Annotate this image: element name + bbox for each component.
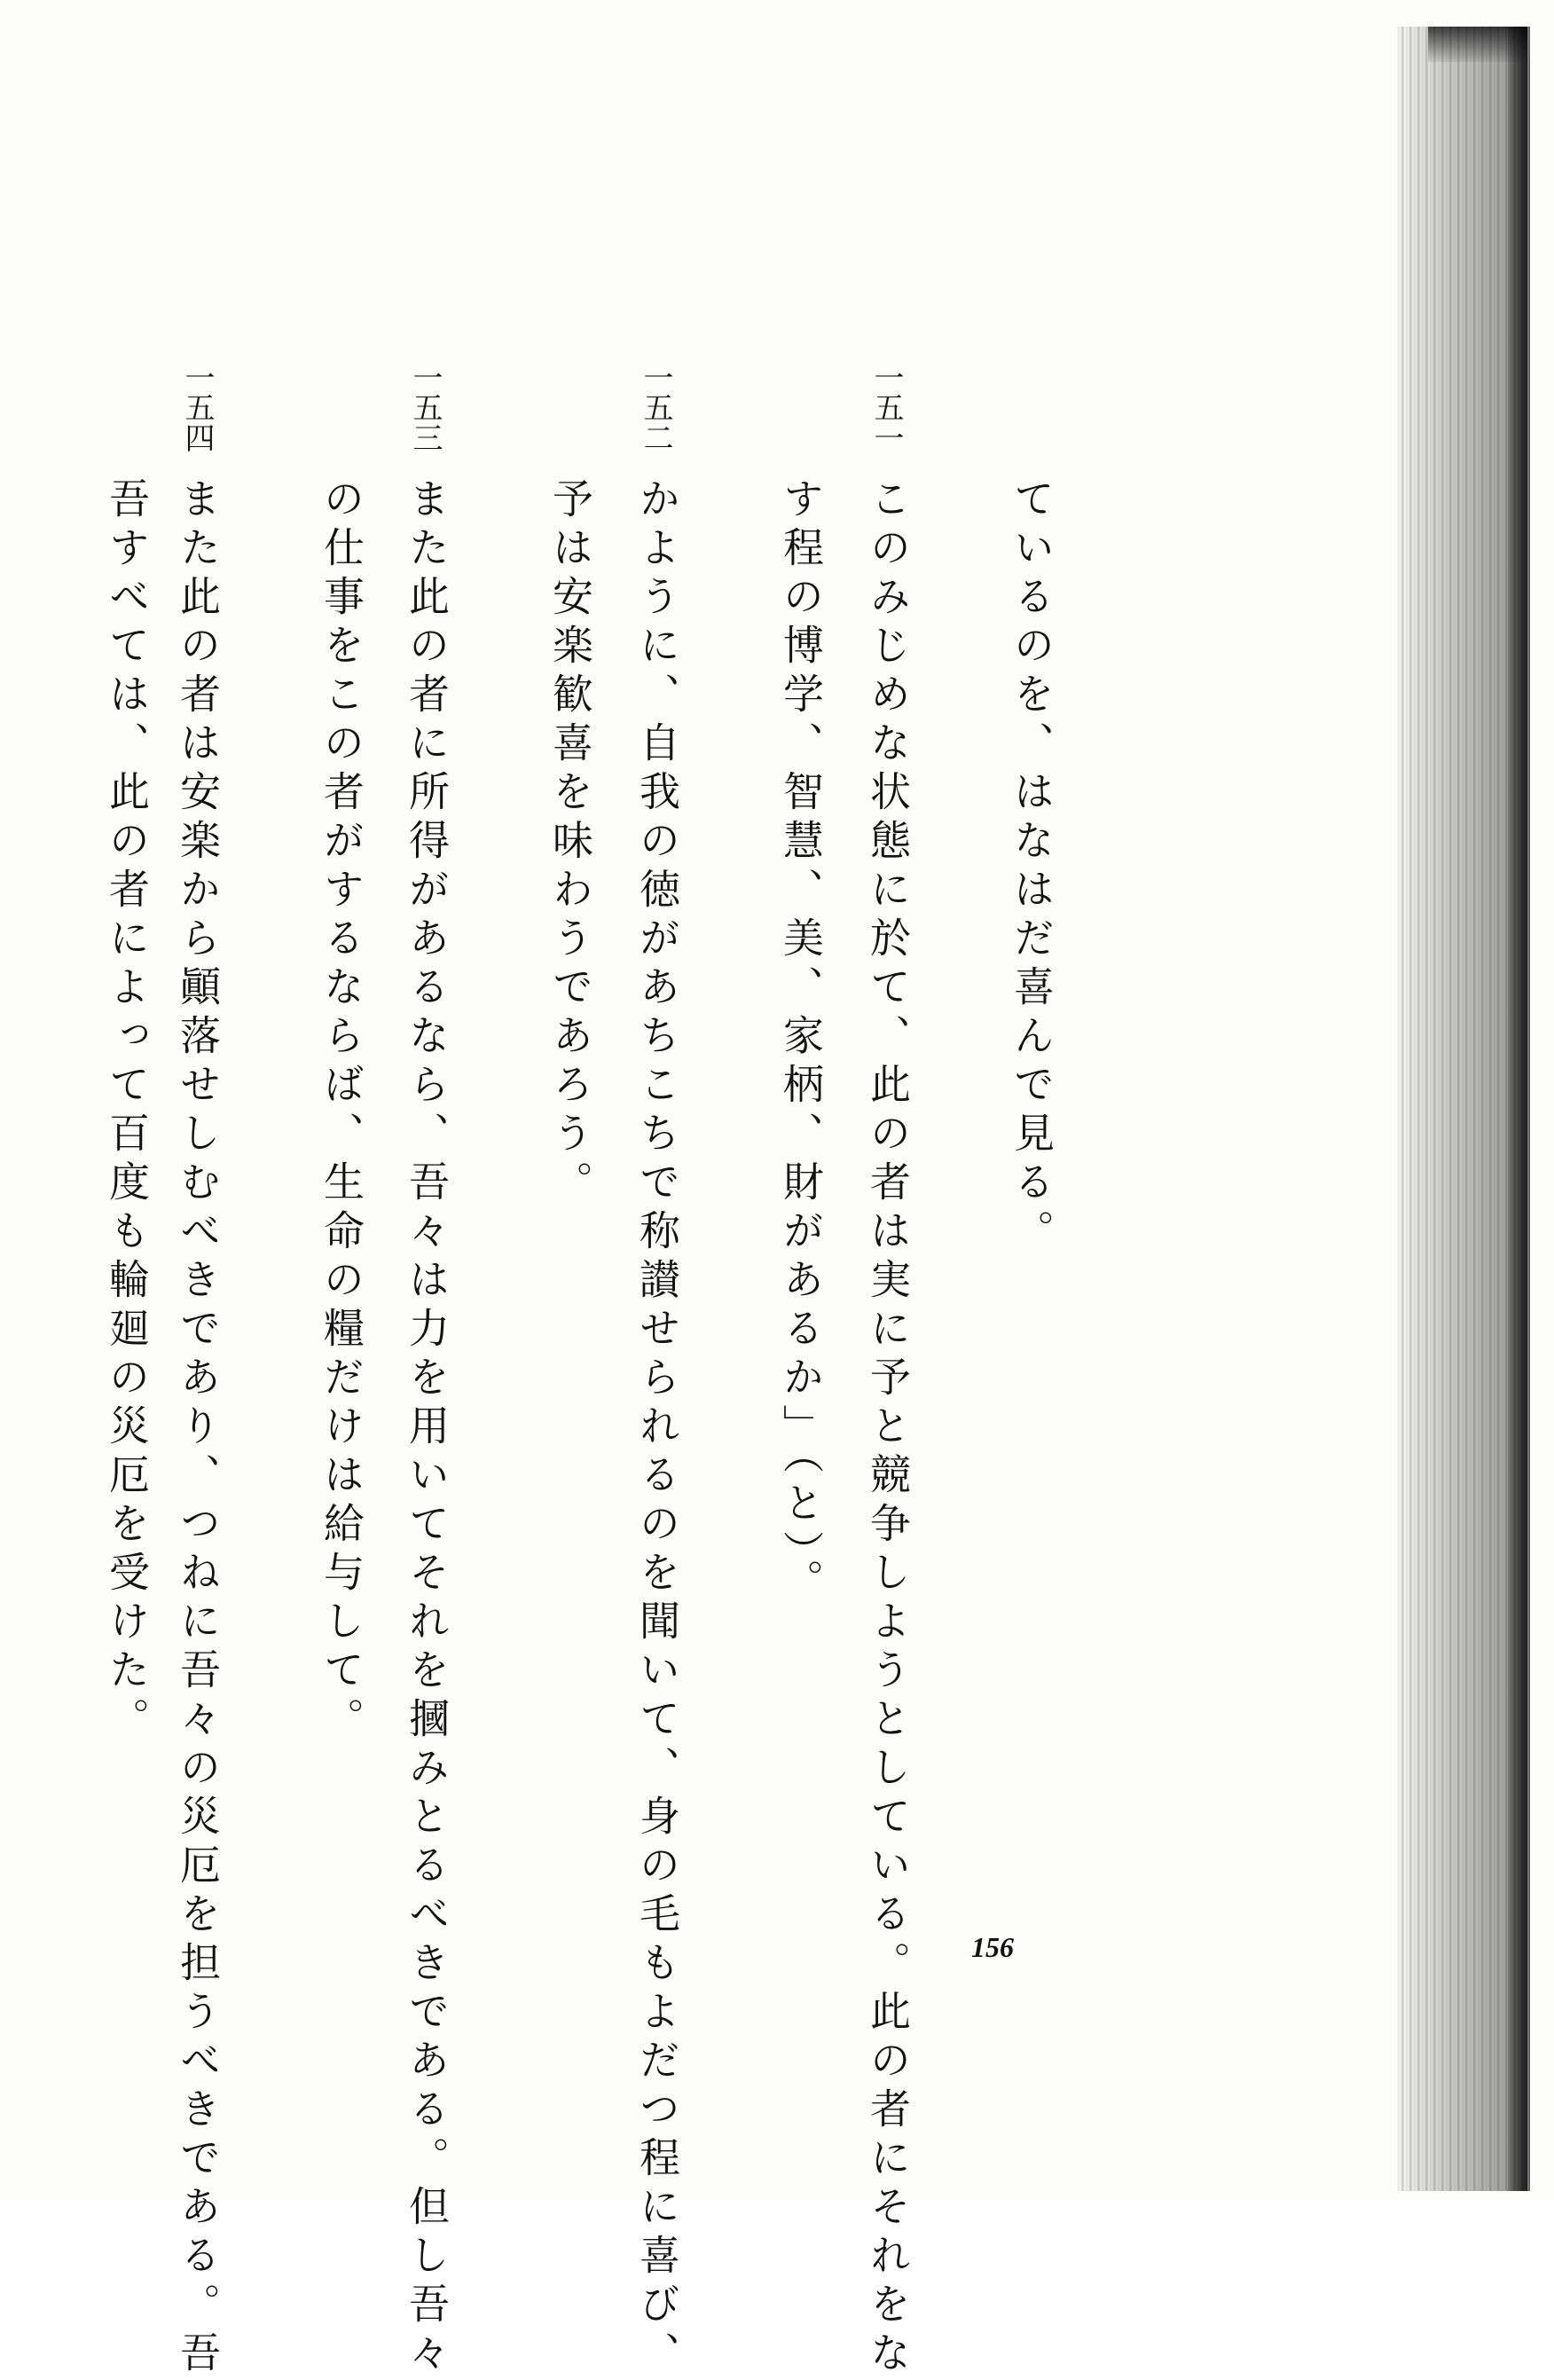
section-number-154: 一五四 (179, 362, 215, 452)
section-number-152: 一五二 (638, 362, 673, 452)
section-151-line-2: す程の博学、智慧、美、家柄、財があるか」（と）。 (777, 477, 825, 1607)
section-153-line-1: また此の者に所得があるなら、吾々は力を用いてそれを摑みとるべきである。但し吾々 (403, 477, 451, 2380)
section-154-line-2: 吾すべては、此の者によって百度も輪廻の災厄を受けた。 (103, 477, 151, 1746)
page-number: 156 (971, 1931, 1014, 1963)
section-152-line-1: かように、自我の徳があちこちで称讃せられるのを聞いて、身の毛もよだつ程に喜び、 (633, 477, 681, 2380)
continuation-line: ているのを、はなはだ喜んで見る。 (1008, 477, 1056, 1258)
section-153-line-2: の仕事をこの者がするならば、生命の糧だけは給与して。 (318, 477, 365, 1746)
page-binding-top-shadow (1428, 27, 1527, 62)
section-number-153: 一五三 (407, 362, 443, 452)
section-number-151: 一五一 (868, 362, 904, 452)
section-151-line-1: このみじめな状態に於て、此の者は実に予と競争しようとしている。此の者にそれをな (864, 477, 912, 2380)
page-binding-shadow (1508, 27, 1527, 2191)
section-154-line-1: また此の者は安楽から顚落せしむべきであり、つねに吾々の災厄を担うべきである。吾 (174, 477, 222, 2380)
section-152-line-2: 予は安楽歓喜を味わうであろう。 (546, 477, 594, 1209)
